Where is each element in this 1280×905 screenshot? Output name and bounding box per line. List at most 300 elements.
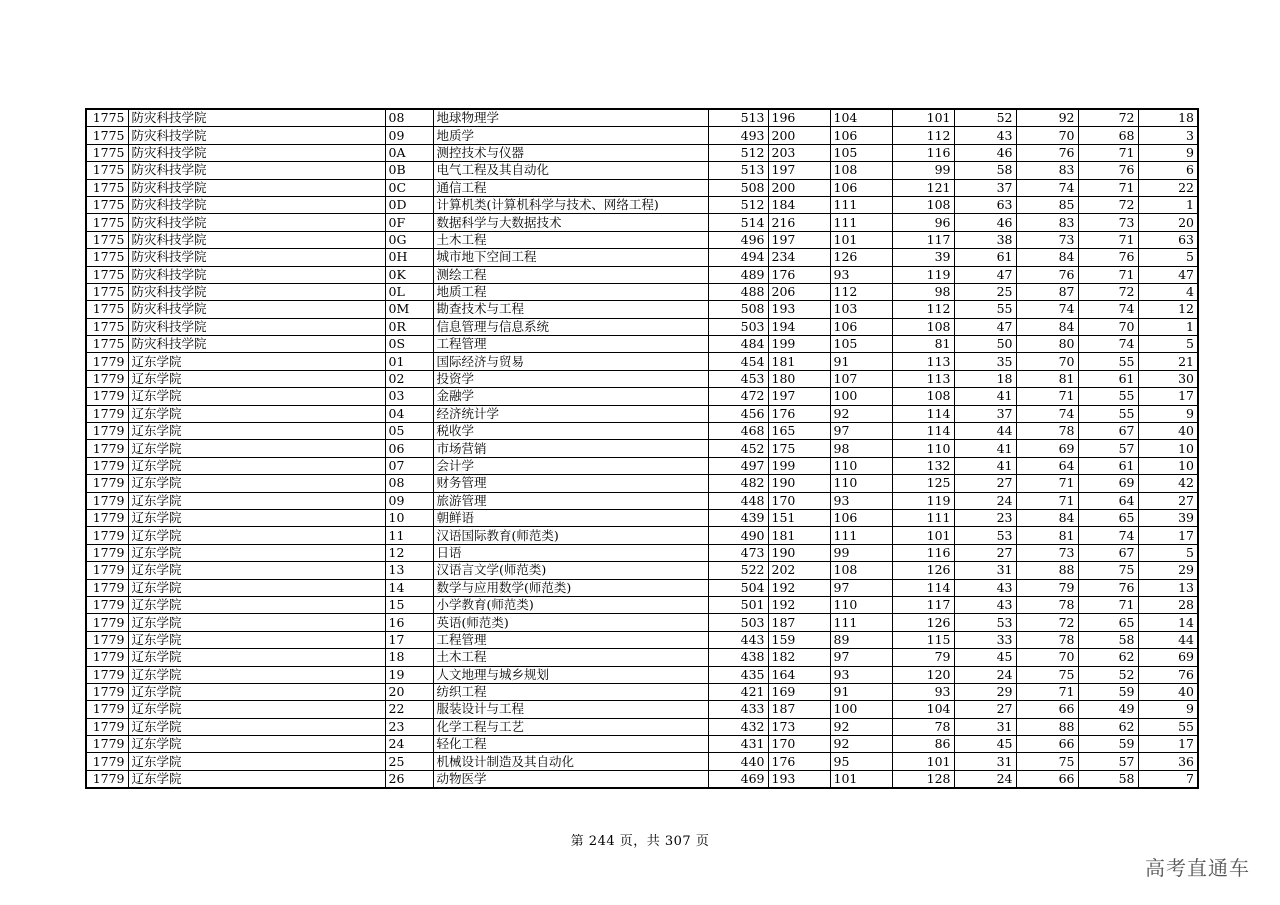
score-col-d-cell: 31 bbox=[954, 562, 1016, 579]
major-name-cell: 测控技术与仪器 bbox=[433, 144, 708, 161]
score-col-d-cell: 47 bbox=[954, 266, 1016, 283]
score-col-a-cell: 176 bbox=[768, 753, 830, 770]
score-col-f-cell: 73 bbox=[1078, 214, 1138, 231]
score-col-f-cell: 75 bbox=[1078, 562, 1138, 579]
school-code-cell: 1775 bbox=[86, 301, 128, 318]
school-code-cell: 1775 bbox=[86, 318, 128, 335]
major-code-cell: 0K bbox=[385, 266, 433, 283]
score-col-b-cell: 93 bbox=[830, 266, 892, 283]
score-col-d-cell: 27 bbox=[954, 475, 1016, 492]
score-col-a-cell: 216 bbox=[768, 214, 830, 231]
score-col-e-cell: 83 bbox=[1016, 214, 1078, 231]
score-col-g-cell: 27 bbox=[1138, 492, 1198, 509]
score-col-a-cell: 196 bbox=[768, 109, 830, 127]
score-col-a-cell: 170 bbox=[768, 736, 830, 753]
score-col-f-cell: 62 bbox=[1078, 718, 1138, 735]
table-row bbox=[86, 753, 1198, 770]
score-col-d-cell: 46 bbox=[954, 214, 1016, 231]
school-name-cell: 辽东学院 bbox=[128, 596, 385, 613]
score-col-e-cell: 70 bbox=[1016, 353, 1078, 370]
score-col-d-cell: 24 bbox=[954, 666, 1016, 683]
score-col-f-cell: 62 bbox=[1078, 649, 1138, 666]
total-score-cell: 443 bbox=[708, 631, 768, 648]
major-name-cell: 财务管理 bbox=[433, 475, 708, 492]
school-code-cell: 1779 bbox=[86, 527, 128, 544]
score-col-c-cell: 98 bbox=[892, 283, 954, 300]
score-col-c-cell: 121 bbox=[892, 179, 954, 196]
major-name-cell: 经济统计学 bbox=[433, 405, 708, 422]
score-col-b-cell: 108 bbox=[830, 162, 892, 179]
score-col-a-cell: 181 bbox=[768, 353, 830, 370]
score-col-d-cell: 61 bbox=[954, 249, 1016, 266]
school-name-cell: 防灾科技学院 bbox=[128, 196, 385, 213]
score-col-f-cell: 74 bbox=[1078, 301, 1138, 318]
score-col-f-cell: 72 bbox=[1078, 109, 1138, 127]
total-score-cell: 440 bbox=[708, 753, 768, 770]
major-code-cell: 09 bbox=[385, 492, 433, 509]
score-col-c-cell: 126 bbox=[892, 614, 954, 631]
school-code-cell: 1779 bbox=[86, 370, 128, 387]
score-col-c-cell: 115 bbox=[892, 631, 954, 648]
major-code-cell: 11 bbox=[385, 527, 433, 544]
score-col-d-cell: 43 bbox=[954, 596, 1016, 613]
school-code-cell: 1779 bbox=[86, 492, 128, 509]
score-col-f-cell: 71 bbox=[1078, 266, 1138, 283]
score-col-b-cell: 105 bbox=[830, 144, 892, 161]
total-score-cell: 469 bbox=[708, 770, 768, 788]
school-code-cell: 1775 bbox=[86, 179, 128, 196]
total-score-cell: 452 bbox=[708, 440, 768, 457]
total-score-cell: 432 bbox=[708, 718, 768, 735]
score-col-a-cell: 175 bbox=[768, 440, 830, 457]
table-row bbox=[86, 440, 1198, 457]
school-name-cell: 防灾科技学院 bbox=[128, 144, 385, 161]
score-col-d-cell: 55 bbox=[954, 301, 1016, 318]
school-code-cell: 1775 bbox=[86, 266, 128, 283]
score-col-e-cell: 76 bbox=[1016, 266, 1078, 283]
score-col-e-cell: 72 bbox=[1016, 614, 1078, 631]
score-col-f-cell: 49 bbox=[1078, 701, 1138, 718]
school-code-cell: 1779 bbox=[86, 544, 128, 561]
total-score-cell: 438 bbox=[708, 649, 768, 666]
major-name-cell: 工程管理 bbox=[433, 336, 708, 353]
score-col-c-cell: 117 bbox=[892, 231, 954, 248]
score-col-e-cell: 78 bbox=[1016, 423, 1078, 440]
major-name-cell: 土木工程 bbox=[433, 649, 708, 666]
major-name-cell: 数据科学与大数据技术 bbox=[433, 214, 708, 231]
score-col-b-cell: 91 bbox=[830, 353, 892, 370]
major-name-cell: 勘查技术与工程 bbox=[433, 301, 708, 318]
score-col-e-cell: 75 bbox=[1016, 753, 1078, 770]
score-col-a-cell: 200 bbox=[768, 127, 830, 144]
total-score-cell: 482 bbox=[708, 475, 768, 492]
school-code-cell: 1775 bbox=[86, 231, 128, 248]
major-code-cell: 0G bbox=[385, 231, 433, 248]
major-code-cell: 14 bbox=[385, 579, 433, 596]
score-col-c-cell: 116 bbox=[892, 144, 954, 161]
score-col-f-cell: 76 bbox=[1078, 249, 1138, 266]
school-code-cell: 1779 bbox=[86, 770, 128, 788]
major-code-cell: 17 bbox=[385, 631, 433, 648]
major-name-cell: 化学工程与工艺 bbox=[433, 718, 708, 735]
score-col-a-cell: 200 bbox=[768, 179, 830, 196]
total-score-cell: 431 bbox=[708, 736, 768, 753]
table-row bbox=[86, 196, 1198, 213]
score-col-g-cell: 5 bbox=[1138, 249, 1198, 266]
school-code-cell: 1779 bbox=[86, 562, 128, 579]
major-code-cell: 06 bbox=[385, 440, 433, 457]
school-code-cell: 1775 bbox=[86, 249, 128, 266]
total-score-cell: 501 bbox=[708, 596, 768, 613]
score-col-b-cell: 106 bbox=[830, 127, 892, 144]
score-col-d-cell: 53 bbox=[954, 614, 1016, 631]
score-col-d-cell: 29 bbox=[954, 683, 1016, 700]
score-col-g-cell: 36 bbox=[1138, 753, 1198, 770]
major-code-cell: 02 bbox=[385, 370, 433, 387]
score-col-a-cell: 197 bbox=[768, 162, 830, 179]
score-col-a-cell: 192 bbox=[768, 596, 830, 613]
school-name-cell: 辽东学院 bbox=[128, 475, 385, 492]
school-name-cell: 辽东学院 bbox=[128, 770, 385, 788]
major-code-cell: 26 bbox=[385, 770, 433, 788]
score-col-f-cell: 58 bbox=[1078, 770, 1138, 788]
score-col-a-cell: 199 bbox=[768, 336, 830, 353]
score-col-f-cell: 55 bbox=[1078, 388, 1138, 405]
school-name-cell: 辽东学院 bbox=[128, 388, 385, 405]
score-col-f-cell: 59 bbox=[1078, 736, 1138, 753]
score-col-e-cell: 64 bbox=[1016, 457, 1078, 474]
school-code-cell: 1775 bbox=[86, 283, 128, 300]
score-col-d-cell: 37 bbox=[954, 179, 1016, 196]
school-name-cell: 辽东学院 bbox=[128, 701, 385, 718]
score-col-e-cell: 71 bbox=[1016, 388, 1078, 405]
table-row bbox=[86, 301, 1198, 318]
score-col-b-cell: 111 bbox=[830, 214, 892, 231]
major-name-cell: 税收学 bbox=[433, 423, 708, 440]
major-code-cell: 05 bbox=[385, 423, 433, 440]
major-code-cell: 23 bbox=[385, 718, 433, 735]
score-col-e-cell: 73 bbox=[1016, 231, 1078, 248]
school-name-cell: 辽东学院 bbox=[128, 683, 385, 700]
score-col-g-cell: 6 bbox=[1138, 162, 1198, 179]
school-code-cell: 1779 bbox=[86, 701, 128, 718]
major-code-cell: 15 bbox=[385, 596, 433, 613]
total-score-cell: 512 bbox=[708, 196, 768, 213]
score-col-f-cell: 76 bbox=[1078, 162, 1138, 179]
score-col-g-cell: 17 bbox=[1138, 736, 1198, 753]
score-col-e-cell: 73 bbox=[1016, 544, 1078, 561]
school-code-cell: 1775 bbox=[86, 162, 128, 179]
school-code-cell: 1775 bbox=[86, 214, 128, 231]
score-col-e-cell: 78 bbox=[1016, 631, 1078, 648]
score-col-g-cell: 39 bbox=[1138, 509, 1198, 526]
score-col-c-cell: 125 bbox=[892, 475, 954, 492]
score-col-d-cell: 27 bbox=[954, 544, 1016, 561]
score-col-f-cell: 72 bbox=[1078, 196, 1138, 213]
score-col-b-cell: 97 bbox=[830, 579, 892, 596]
score-col-c-cell: 101 bbox=[892, 753, 954, 770]
major-name-cell: 纺织工程 bbox=[433, 683, 708, 700]
major-name-cell: 日语 bbox=[433, 544, 708, 561]
score-col-a-cell: 197 bbox=[768, 231, 830, 248]
score-col-f-cell: 58 bbox=[1078, 631, 1138, 648]
score-col-b-cell: 99 bbox=[830, 544, 892, 561]
school-code-cell: 1779 bbox=[86, 614, 128, 631]
score-col-d-cell: 47 bbox=[954, 318, 1016, 335]
major-code-cell: 10 bbox=[385, 509, 433, 526]
admission-score-table bbox=[85, 108, 1199, 789]
score-col-g-cell: 44 bbox=[1138, 631, 1198, 648]
major-code-cell: 07 bbox=[385, 457, 433, 474]
school-code-cell: 1779 bbox=[86, 596, 128, 613]
score-col-b-cell: 104 bbox=[830, 109, 892, 127]
major-code-cell: 0S bbox=[385, 336, 433, 353]
total-score-cell: 454 bbox=[708, 353, 768, 370]
score-col-g-cell: 55 bbox=[1138, 718, 1198, 735]
score-col-g-cell: 30 bbox=[1138, 370, 1198, 387]
school-name-cell: 辽东学院 bbox=[128, 631, 385, 648]
score-col-e-cell: 81 bbox=[1016, 370, 1078, 387]
score-col-f-cell: 70 bbox=[1078, 318, 1138, 335]
score-col-e-cell: 66 bbox=[1016, 770, 1078, 788]
score-col-c-cell: 99 bbox=[892, 162, 954, 179]
score-col-b-cell: 98 bbox=[830, 440, 892, 457]
score-col-a-cell: 197 bbox=[768, 388, 830, 405]
school-name-cell: 辽东学院 bbox=[128, 736, 385, 753]
major-code-cell: 16 bbox=[385, 614, 433, 631]
score-col-g-cell: 17 bbox=[1138, 388, 1198, 405]
score-col-c-cell: 108 bbox=[892, 318, 954, 335]
school-code-cell: 1779 bbox=[86, 388, 128, 405]
score-col-g-cell: 1 bbox=[1138, 318, 1198, 335]
score-col-b-cell: 110 bbox=[830, 596, 892, 613]
score-col-g-cell: 28 bbox=[1138, 596, 1198, 613]
total-score-cell: 490 bbox=[708, 527, 768, 544]
total-score-cell: 522 bbox=[708, 562, 768, 579]
school-name-cell: 辽东学院 bbox=[128, 370, 385, 387]
score-col-g-cell: 10 bbox=[1138, 457, 1198, 474]
score-col-f-cell: 71 bbox=[1078, 596, 1138, 613]
score-col-g-cell: 10 bbox=[1138, 440, 1198, 457]
score-col-c-cell: 112 bbox=[892, 301, 954, 318]
score-col-d-cell: 58 bbox=[954, 162, 1016, 179]
table-body bbox=[86, 109, 1198, 788]
score-col-e-cell: 70 bbox=[1016, 649, 1078, 666]
score-col-f-cell: 65 bbox=[1078, 509, 1138, 526]
school-name-cell: 辽东学院 bbox=[128, 649, 385, 666]
school-name-cell: 防灾科技学院 bbox=[128, 283, 385, 300]
major-name-cell: 轻化工程 bbox=[433, 736, 708, 753]
major-code-cell: 0A bbox=[385, 144, 433, 161]
major-name-cell: 数学与应用数学(师范类) bbox=[433, 579, 708, 596]
score-col-b-cell: 111 bbox=[830, 527, 892, 544]
table-row bbox=[86, 336, 1198, 353]
table-row bbox=[86, 562, 1198, 579]
major-code-cell: 04 bbox=[385, 405, 433, 422]
score-col-a-cell: 180 bbox=[768, 370, 830, 387]
score-col-a-cell: 169 bbox=[768, 683, 830, 700]
score-col-e-cell: 87 bbox=[1016, 283, 1078, 300]
total-score-cell: 489 bbox=[708, 266, 768, 283]
score-col-d-cell: 43 bbox=[954, 579, 1016, 596]
school-code-cell: 1775 bbox=[86, 144, 128, 161]
score-col-c-cell: 112 bbox=[892, 127, 954, 144]
score-col-f-cell: 76 bbox=[1078, 579, 1138, 596]
score-col-f-cell: 67 bbox=[1078, 544, 1138, 561]
school-code-cell: 1779 bbox=[86, 405, 128, 422]
score-col-c-cell: 78 bbox=[892, 718, 954, 735]
table-row bbox=[86, 770, 1198, 788]
score-col-g-cell: 42 bbox=[1138, 475, 1198, 492]
score-col-d-cell: 52 bbox=[954, 109, 1016, 127]
total-score-cell: 472 bbox=[708, 388, 768, 405]
score-col-e-cell: 81 bbox=[1016, 527, 1078, 544]
major-code-cell: 0C bbox=[385, 179, 433, 196]
score-col-a-cell: 164 bbox=[768, 666, 830, 683]
score-col-d-cell: 33 bbox=[954, 631, 1016, 648]
score-col-d-cell: 24 bbox=[954, 770, 1016, 788]
score-col-g-cell: 7 bbox=[1138, 770, 1198, 788]
score-col-g-cell: 13 bbox=[1138, 579, 1198, 596]
score-col-e-cell: 84 bbox=[1016, 249, 1078, 266]
score-col-b-cell: 112 bbox=[830, 283, 892, 300]
table-row bbox=[86, 457, 1198, 474]
major-code-cell: 0M bbox=[385, 301, 433, 318]
score-col-f-cell: 74 bbox=[1078, 527, 1138, 544]
score-col-d-cell: 43 bbox=[954, 127, 1016, 144]
score-col-f-cell: 57 bbox=[1078, 753, 1138, 770]
score-col-b-cell: 126 bbox=[830, 249, 892, 266]
score-col-a-cell: 234 bbox=[768, 249, 830, 266]
score-col-g-cell: 47 bbox=[1138, 266, 1198, 283]
score-col-f-cell: 55 bbox=[1078, 353, 1138, 370]
score-col-c-cell: 132 bbox=[892, 457, 954, 474]
score-col-c-cell: 119 bbox=[892, 266, 954, 283]
total-score-cell: 497 bbox=[708, 457, 768, 474]
score-col-b-cell: 101 bbox=[830, 231, 892, 248]
total-score-cell: 496 bbox=[708, 231, 768, 248]
score-col-b-cell: 111 bbox=[830, 196, 892, 213]
score-col-c-cell: 39 bbox=[892, 249, 954, 266]
total-score-cell: 503 bbox=[708, 614, 768, 631]
score-col-b-cell: 95 bbox=[830, 753, 892, 770]
score-col-g-cell: 69 bbox=[1138, 649, 1198, 666]
score-col-c-cell: 114 bbox=[892, 405, 954, 422]
score-col-b-cell: 106 bbox=[830, 509, 892, 526]
score-col-a-cell: 192 bbox=[768, 579, 830, 596]
school-name-cell: 辽东学院 bbox=[128, 666, 385, 683]
total-score-cell: 504 bbox=[708, 579, 768, 596]
score-col-g-cell: 9 bbox=[1138, 144, 1198, 161]
score-col-a-cell: 202 bbox=[768, 562, 830, 579]
score-col-d-cell: 50 bbox=[954, 336, 1016, 353]
score-col-c-cell: 113 bbox=[892, 370, 954, 387]
score-col-e-cell: 78 bbox=[1016, 596, 1078, 613]
total-score-cell: 433 bbox=[708, 701, 768, 718]
score-col-b-cell: 93 bbox=[830, 666, 892, 683]
score-col-g-cell: 29 bbox=[1138, 562, 1198, 579]
score-col-d-cell: 45 bbox=[954, 736, 1016, 753]
score-col-g-cell: 22 bbox=[1138, 179, 1198, 196]
score-col-f-cell: 74 bbox=[1078, 336, 1138, 353]
score-col-g-cell: 76 bbox=[1138, 666, 1198, 683]
school-code-cell: 1779 bbox=[86, 457, 128, 474]
score-col-b-cell: 110 bbox=[830, 475, 892, 492]
school-name-cell: 防灾科技学院 bbox=[128, 318, 385, 335]
score-col-e-cell: 88 bbox=[1016, 718, 1078, 735]
school-name-cell: 防灾科技学院 bbox=[128, 266, 385, 283]
school-code-cell: 1779 bbox=[86, 666, 128, 683]
total-score-cell: 435 bbox=[708, 666, 768, 683]
score-col-a-cell: 181 bbox=[768, 527, 830, 544]
table-row bbox=[86, 544, 1198, 561]
school-code-cell: 1775 bbox=[86, 127, 128, 144]
major-code-cell: 0B bbox=[385, 162, 433, 179]
score-col-b-cell: 106 bbox=[830, 318, 892, 335]
table-row bbox=[86, 144, 1198, 161]
score-col-c-cell: 81 bbox=[892, 336, 954, 353]
major-name-cell: 会计学 bbox=[433, 457, 708, 474]
school-name-cell: 辽东学院 bbox=[128, 614, 385, 631]
major-code-cell: 08 bbox=[385, 475, 433, 492]
score-col-a-cell: 206 bbox=[768, 283, 830, 300]
table-row bbox=[86, 370, 1198, 387]
score-col-f-cell: 55 bbox=[1078, 405, 1138, 422]
school-name-cell: 防灾科技学院 bbox=[128, 231, 385, 248]
score-col-a-cell: 190 bbox=[768, 475, 830, 492]
score-col-e-cell: 69 bbox=[1016, 440, 1078, 457]
table-row bbox=[86, 527, 1198, 544]
table-row bbox=[86, 509, 1198, 526]
table-row bbox=[86, 701, 1198, 718]
total-score-cell: 453 bbox=[708, 370, 768, 387]
score-col-b-cell: 92 bbox=[830, 736, 892, 753]
score-col-d-cell: 41 bbox=[954, 440, 1016, 457]
score-col-a-cell: 165 bbox=[768, 423, 830, 440]
score-col-c-cell: 117 bbox=[892, 596, 954, 613]
score-col-e-cell: 84 bbox=[1016, 318, 1078, 335]
major-code-cell: 03 bbox=[385, 388, 433, 405]
major-name-cell: 朝鲜语 bbox=[433, 509, 708, 526]
major-name-cell: 工程管理 bbox=[433, 631, 708, 648]
score-col-d-cell: 63 bbox=[954, 196, 1016, 213]
major-code-cell: 0D bbox=[385, 196, 433, 213]
score-col-b-cell: 101 bbox=[830, 770, 892, 788]
score-col-e-cell: 66 bbox=[1016, 736, 1078, 753]
score-col-g-cell: 14 bbox=[1138, 614, 1198, 631]
score-col-a-cell: 184 bbox=[768, 196, 830, 213]
score-col-b-cell: 93 bbox=[830, 492, 892, 509]
table-row bbox=[86, 162, 1198, 179]
table-row bbox=[86, 614, 1198, 631]
table-row bbox=[86, 231, 1198, 248]
score-col-f-cell: 67 bbox=[1078, 423, 1138, 440]
score-col-f-cell: 69 bbox=[1078, 475, 1138, 492]
school-name-cell: 辽东学院 bbox=[128, 562, 385, 579]
score-col-e-cell: 79 bbox=[1016, 579, 1078, 596]
score-col-d-cell: 18 bbox=[954, 370, 1016, 387]
score-col-g-cell: 5 bbox=[1138, 336, 1198, 353]
score-col-d-cell: 41 bbox=[954, 388, 1016, 405]
school-code-cell: 1779 bbox=[86, 718, 128, 735]
score-col-g-cell: 1 bbox=[1138, 196, 1198, 213]
table-row bbox=[86, 579, 1198, 596]
school-code-cell: 1779 bbox=[86, 683, 128, 700]
total-score-cell: 473 bbox=[708, 544, 768, 561]
score-col-d-cell: 38 bbox=[954, 231, 1016, 248]
major-code-cell: 0F bbox=[385, 214, 433, 231]
score-col-c-cell: 104 bbox=[892, 701, 954, 718]
